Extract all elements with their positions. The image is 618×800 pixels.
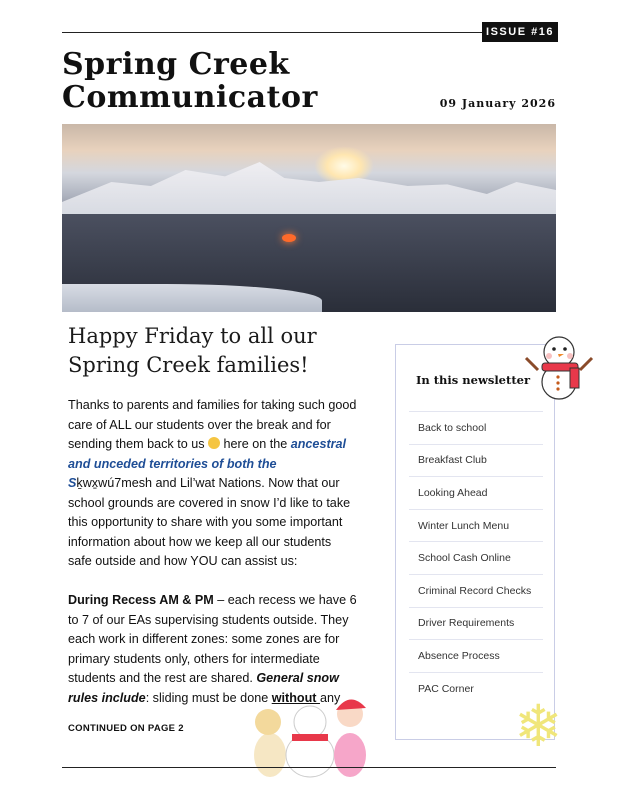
heading-line-2: Spring Creek families! [68,353,309,377]
contents-item[interactable]: Breakfast Club [409,444,543,477]
title-line-1: Spring Creek [62,47,290,82]
snow-rules-label: General snow rules include [68,671,339,705]
text: ḵwx̱wú7mesh and Lil’wat Nations. Now that our school grounds are covered in snow I’d like to take this opportunity to share with you some important information about how we keep all our students safe outside and how YOU can assist us: [68,476,351,568]
title-line-2: Communicator [62,80,318,115]
snowman-icon [524,330,594,400]
article-heading [68,322,317,380]
recess-label: During Recess AM & PM [68,593,214,607]
contents-item[interactable]: Absence Process [409,639,543,672]
text: any [319,690,341,705]
contents-item[interactable]: Back to school [409,411,543,444]
contents-item[interactable]: Driver Requirements [409,607,543,640]
text: – each recess we have 6 to 7 of our EAs supervising students outside. They each work in different zones: some zones are for primary students only, others for intermediate students and the rest are shared. [68,593,357,685]
newsletter-title [62,48,318,114]
contents-item[interactable]: PAC Corner [409,672,543,705]
text: here on the [220,437,291,451]
smiley-emoji-icon [208,437,220,449]
article-body [68,396,358,728]
text: : sliding must be done [145,690,272,705]
contents-item[interactable]: Looking Ahead [409,476,543,509]
newsletter-contents-box [395,344,555,740]
contents-item[interactable]: Criminal Record Checks [409,574,543,607]
snowflake-icon: ❄ [514,694,563,759]
text: Thanks to parents and families for taking such good care of ALL our students over the break and for sending them back to us [68,398,357,451]
bottom-rule [62,767,556,768]
contents-item[interactable]: Winter Lunch Menu [409,509,543,542]
contents-list [409,411,543,704]
issue-badge: ISSUE #16 [482,22,558,42]
heading-line-1: Happy Friday to all our [68,324,317,348]
continued-note[interactable]: CONTINUED ON PAGE 2 [68,723,184,734]
issue-date: 09 January 2026 [439,97,556,110]
emphasis-without: without [271,690,320,705]
hero-mountain-sunset-image [62,124,556,312]
contents-title: In this newsletter [416,373,531,387]
paragraph-1 [68,396,358,572]
contents-item[interactable]: School Cash Online [409,541,543,574]
territory-acknowledgement: ancestral and unceded territories of both the S [68,437,347,490]
top-rule [62,32,482,33]
